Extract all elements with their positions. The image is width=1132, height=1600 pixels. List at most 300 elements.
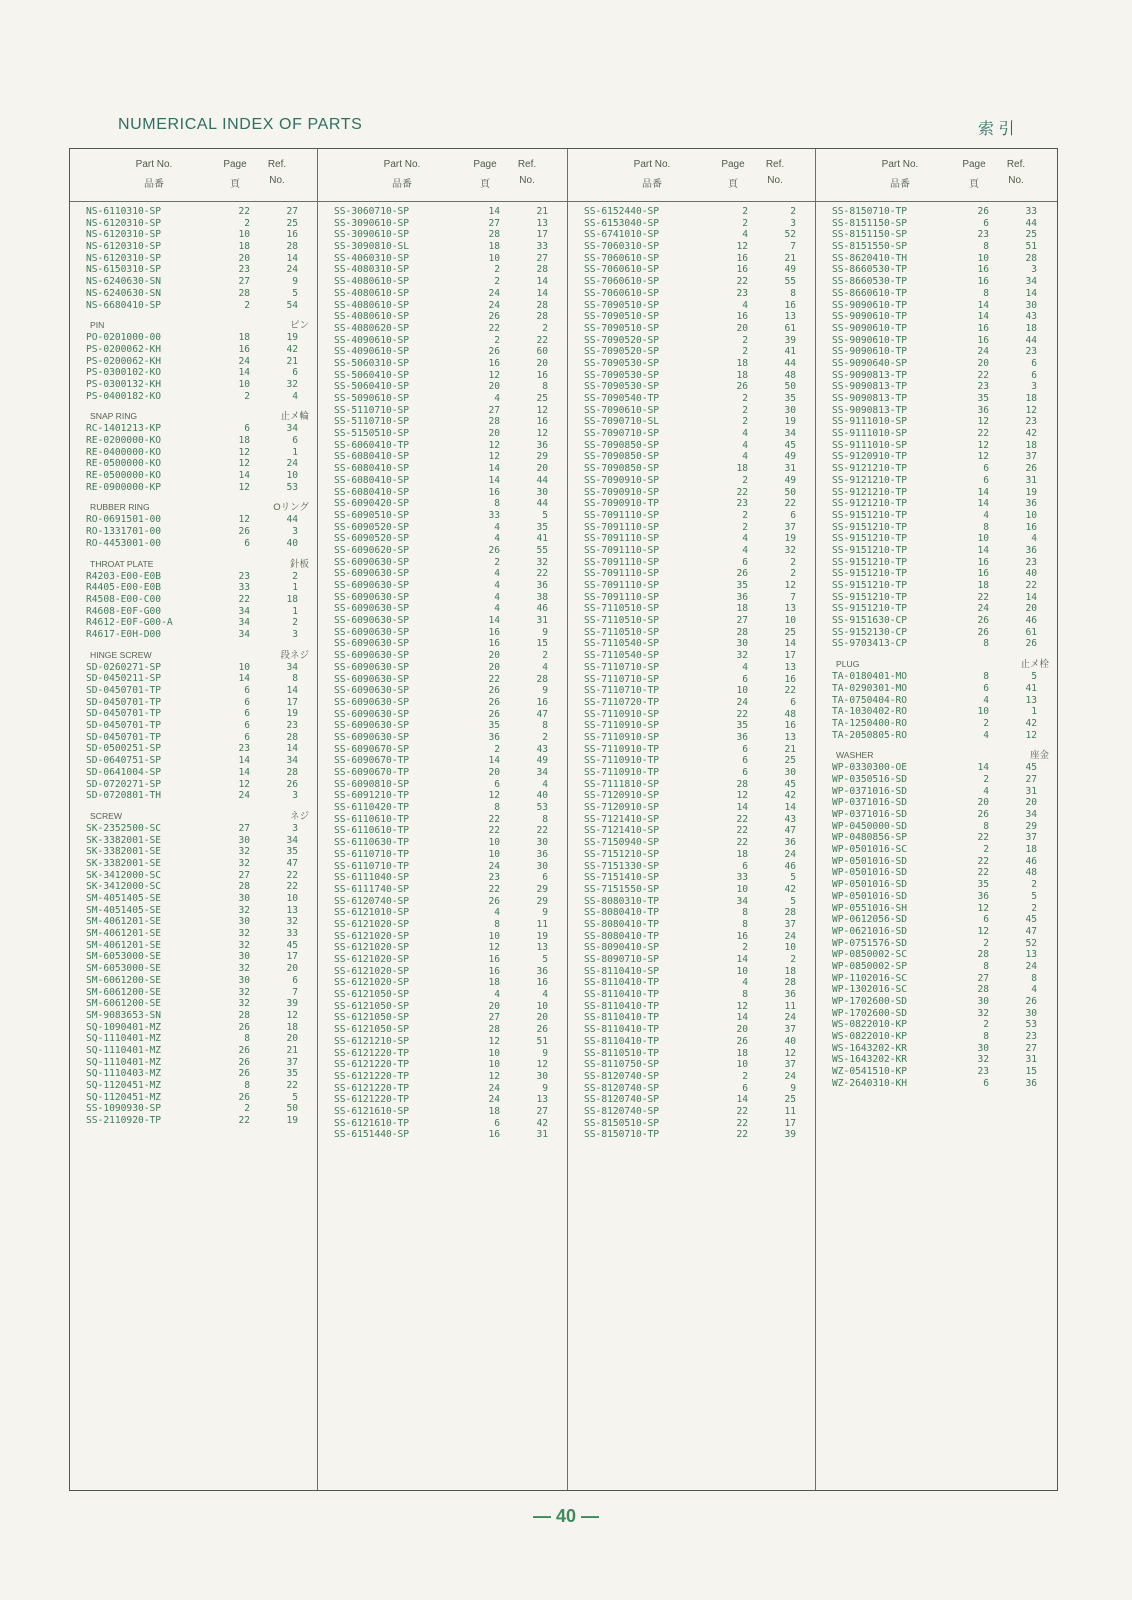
part-number: R4608-E0F-G00: [86, 605, 162, 617]
ref-number-cell: 36: [784, 989, 796, 1001]
page-number-cell: 26: [977, 206, 989, 217]
ref-number-cell: 2: [1031, 902, 1037, 914]
table-row: [568, 1071, 815, 1083]
ref-number-cell: 51: [1025, 241, 1037, 253]
part-number: WP-0371016-SD: [832, 797, 908, 809]
table-row: [318, 732, 567, 744]
table-row: [70, 1057, 317, 1069]
table-row: [70, 1092, 317, 1104]
table-row: [816, 381, 1057, 393]
part-number: SS-4080620-SP: [334, 322, 410, 334]
page-number-cell: 16: [977, 322, 989, 334]
part-number: SS-8080310-TP: [584, 895, 660, 907]
table-row: [70, 332, 317, 344]
table-row: [816, 533, 1057, 545]
page-number-cell: 8: [742, 918, 748, 930]
page-number-cell: 2: [742, 393, 748, 404]
ref-number-cell: 2: [542, 322, 548, 334]
ref-number-cell: 16: [784, 720, 796, 732]
page-number-cell: 14: [488, 755, 500, 767]
ref-number-cell: 3: [292, 822, 298, 834]
ref-number-cell: 14: [536, 287, 548, 299]
table-row: [816, 832, 1057, 844]
table-row: [816, 416, 1057, 428]
ref-number-cell: 34: [286, 661, 298, 673]
category-label: PLUG: [836, 659, 860, 670]
page-number-cell: 22: [238, 1115, 250, 1127]
table-row: [318, 837, 567, 849]
part-number: SM-4061201-SE: [86, 916, 162, 928]
ref-number-cell: 35: [286, 846, 298, 858]
ref-number-cell: 34: [784, 428, 796, 440]
page-number-cell: 6: [244, 731, 250, 743]
ref-number-cell: 19: [286, 1115, 298, 1127]
ref-number-cell: 2: [292, 617, 298, 629]
part-number: SS-6090630-SP: [334, 685, 410, 697]
page-number-cell: 8: [983, 241, 989, 253]
ref-number-cell: 61: [784, 322, 796, 334]
header-page-jp: 頁: [969, 179, 979, 190]
part-number: SS-7090910-SP: [584, 474, 660, 486]
page-number-cell: 30: [238, 974, 250, 986]
part-number: SS-8150710-TP: [584, 1129, 660, 1141]
part-number: SS-6090630-SP: [334, 661, 410, 673]
part-number: SS-3090610-SP: [334, 229, 410, 241]
page-number-cell: 22: [488, 322, 500, 334]
page-number-cell: 26: [736, 381, 748, 393]
ref-number-cell: 5: [790, 872, 796, 884]
ref-number-cell: 51: [536, 1035, 548, 1047]
ref-number-cell: 2: [790, 568, 796, 580]
part-number: SS-6121010-SP: [334, 907, 410, 919]
page-number-cell: 2: [494, 264, 500, 276]
page-number-cell: 34: [238, 617, 250, 629]
part-number: SS-7110540-SP: [584, 638, 660, 650]
ref-number-cell: 4: [542, 778, 548, 790]
page-number-cell: 12: [488, 1035, 500, 1047]
ref-number-cell: 44: [1025, 217, 1037, 229]
page-number-cell: 6: [983, 474, 989, 486]
page-number-cell: 6: [244, 696, 250, 708]
part-number: SS-8080410-TP: [584, 918, 660, 930]
table-row: [816, 311, 1057, 323]
page-number-cell: 2: [983, 844, 989, 856]
page-number-cell: 2: [244, 1103, 250, 1115]
page-number-cell: 14: [977, 486, 989, 498]
part-number: SK-3382001-SE: [86, 857, 162, 869]
table-row: [318, 779, 567, 791]
table-row: [70, 594, 317, 606]
part-number: SS-7091110-SP: [584, 568, 660, 580]
table-row: [816, 786, 1057, 798]
page-number-cell: 10: [488, 252, 500, 264]
part-number: RE-0900000-KP: [86, 481, 162, 493]
ref-number-cell: 23: [1025, 1031, 1037, 1043]
ref-number-cell: 1: [1031, 706, 1037, 718]
ref-number-cell: 26: [286, 778, 298, 790]
table-row: [816, 973, 1057, 985]
page-number-cell: 24: [977, 603, 989, 615]
ref-number-cell: 30: [536, 1070, 548, 1082]
table-row: [318, 440, 567, 452]
ref-number-cell: 52: [784, 229, 796, 241]
ref-number-cell: 13: [536, 1094, 548, 1106]
part-number: SM-4051405-SE: [86, 904, 162, 916]
category-heading: [70, 410, 317, 423]
part-number: SS-7090910-SP: [584, 486, 660, 498]
table-row: [70, 1033, 317, 1045]
part-number: SS-6080410-SP: [334, 451, 410, 463]
ref-number-cell: 9: [542, 1047, 548, 1059]
page-number-cell: 12: [488, 942, 500, 954]
part-number: SS-7110910-SP: [584, 731, 660, 743]
part-number: SS-4080610-SP: [334, 276, 410, 288]
page-number-cell: 16: [488, 954, 500, 965]
page-number-cell: 27: [488, 1012, 500, 1024]
ref-number-cell: 12: [784, 580, 796, 591]
page-number-cell: 6: [742, 673, 748, 685]
page-number-cell: 16: [488, 626, 500, 638]
ref-number-cell: 16: [784, 673, 796, 685]
ref-number-cell: 23: [1025, 556, 1037, 568]
page-number-cell: 20: [488, 381, 500, 393]
part-number: SD-0450701-TP: [86, 720, 162, 732]
ref-number-cell: 11: [536, 918, 548, 930]
table-row: [70, 470, 317, 482]
part-number: SS-6153040-SP: [584, 217, 660, 229]
category-heading: [70, 501, 317, 514]
ref-number-cell: 46: [784, 860, 796, 872]
part-number: SS-8110410-TP: [584, 1012, 660, 1024]
page-number-cell: 12: [736, 1000, 748, 1012]
table-row: [568, 849, 815, 861]
part-number: WP-0612056-SD: [832, 914, 908, 926]
part-number: WZ-2640310-KH: [832, 1077, 908, 1089]
ref-number-cell: 31: [1025, 1054, 1037, 1066]
part-number: SS-7110910-TP: [584, 767, 660, 778]
table-row: [816, 856, 1057, 868]
part-number: SD-0450701-TP: [86, 708, 162, 720]
page-number-cell: 12: [488, 369, 500, 381]
part-number: SS-8120740-SP: [584, 1082, 660, 1094]
ref-number-cell: 13: [536, 217, 548, 229]
table-row: [318, 931, 567, 943]
part-number: SS-7090850-SP: [584, 463, 660, 475]
ref-number-cell: 27: [1025, 773, 1037, 785]
ref-number-cell: 8: [542, 813, 548, 825]
category-label-jp: 段ネジ: [280, 649, 309, 661]
table-row: [568, 346, 815, 358]
ref-number-cell: 42: [286, 343, 298, 355]
table-row: [568, 662, 815, 674]
ref-number-cell: 13: [784, 731, 796, 743]
part-number: SD-0450701-TP: [86, 685, 162, 696]
part-number: SS-7060610-SP: [584, 264, 660, 276]
table-row: [318, 603, 567, 615]
part-number: SS-4060310-SP: [334, 252, 410, 264]
table-row: [70, 790, 317, 802]
table-row: [816, 891, 1057, 903]
ref-number-cell: 12: [784, 1047, 796, 1059]
ref-number-cell: 8: [542, 720, 548, 732]
page-number-cell: 33: [736, 872, 748, 884]
table-row: [318, 522, 567, 534]
table-row: [568, 919, 815, 931]
page-number-cell: 20: [238, 252, 250, 264]
table-row: [568, 977, 815, 989]
table-row: [318, 253, 567, 265]
part-number: SS-7110910-TP: [584, 743, 660, 755]
table-row: [70, 846, 317, 858]
part-number: SS-3090610-SP: [334, 217, 410, 229]
table-row: [816, 498, 1057, 510]
part-number: SS-6091210-TP: [334, 790, 410, 802]
table-row: [568, 545, 815, 557]
header-page: Page: [962, 159, 986, 170]
ref-number-cell: 5: [292, 1091, 298, 1103]
ref-number-cell: 19: [536, 930, 548, 942]
table-row: [318, 428, 567, 440]
ref-number-cell: 28: [784, 977, 796, 989]
page-title-jp: 索 引: [978, 121, 1015, 138]
page-number-cell: 10: [736, 965, 748, 977]
page-number-cell: 23: [488, 872, 500, 884]
ref-number-cell: 12: [1025, 404, 1037, 416]
part-number: SS-7090540-TP: [584, 393, 660, 404]
part-number: SS-9090813-TP: [832, 393, 908, 404]
table-row: [318, 229, 567, 241]
ref-number-cell: 35: [536, 521, 548, 533]
page-number-cell: 20: [736, 322, 748, 334]
part-number: SS-8110410-TP: [584, 1000, 660, 1012]
ref-number-cell: 16: [784, 299, 796, 311]
ref-number-cell: 18: [286, 1021, 298, 1033]
table-row: [568, 638, 815, 650]
page-number-cell: 12: [977, 925, 989, 937]
header-part-no-jp: 品番: [642, 179, 662, 190]
ref-number-cell: 21: [784, 743, 796, 755]
ref-number-cell: 28: [784, 907, 796, 919]
part-number: SS-6121050-SP: [334, 989, 410, 1001]
ref-number-cell: 10: [784, 942, 796, 954]
page-number-cell: 23: [977, 381, 989, 393]
ref-number-cell: 60: [536, 346, 548, 358]
part-number: WP-0450000-SD: [832, 820, 908, 832]
page-number-cell: 12: [238, 514, 250, 526]
page-number-cell: 4: [742, 299, 748, 311]
part-number: SS-7090530-SP: [584, 357, 660, 369]
table-row: [568, 603, 815, 615]
table-row: [318, 755, 567, 767]
table-row: [816, 264, 1057, 276]
ref-number-cell: 30: [784, 404, 796, 416]
ref-number-cell: 18: [1025, 439, 1037, 451]
table-row: [70, 975, 317, 987]
page-number-cell: 35: [488, 720, 500, 732]
page-number-cell: 20: [977, 357, 989, 369]
page-number-cell: 34: [238, 628, 250, 640]
ref-number-cell: 36: [1025, 498, 1037, 510]
page-number-cell: 27: [977, 972, 989, 984]
page-number-cell: 26: [488, 346, 500, 358]
ref-number-cell: 29: [536, 883, 548, 895]
ref-number-cell: 13: [1025, 949, 1037, 961]
ref-number-cell: 48: [784, 369, 796, 381]
ref-number-cell: 13: [784, 661, 796, 673]
table-row: [70, 241, 317, 253]
page-number-cell: 4: [494, 591, 500, 603]
part-number: RO-0691501-00: [86, 514, 162, 526]
part-number: SK-3382001-SE: [86, 834, 162, 846]
part-number: SQ-1110403-MZ: [86, 1068, 162, 1080]
ref-number-cell: 22: [784, 498, 796, 510]
page-number-cell: 2: [742, 1070, 748, 1082]
ref-number-cell: 22: [286, 881, 298, 893]
table-row: [816, 671, 1057, 683]
page-number-cell: 26: [488, 696, 500, 708]
part-number: SS-9111010-SP: [832, 439, 908, 451]
page-number-cell: 10: [488, 848, 500, 860]
page-number-cell: 28: [488, 416, 500, 428]
page-number-cell: 20: [736, 1024, 748, 1036]
page-number-cell: 6: [244, 720, 250, 732]
part-number: SS-7090850-SP: [584, 451, 660, 463]
part-number: NS-6680410-SP: [86, 299, 162, 311]
page-number-cell: 4: [494, 603, 500, 615]
part-number: RO-1331701-00: [86, 526, 162, 538]
part-number: SS-5110710-SP: [334, 404, 410, 416]
table-row: [318, 1059, 567, 1071]
ref-number-cell: 4: [542, 661, 548, 673]
table-row: [816, 706, 1057, 718]
table-row: [816, 867, 1057, 879]
ref-number-cell: 2: [790, 954, 796, 965]
table-row: [70, 916, 317, 928]
page-number-cell: 18: [736, 463, 748, 475]
table-row: [568, 393, 815, 405]
ref-number-cell: 14: [286, 685, 298, 696]
column-header: [318, 149, 567, 202]
page-number-cell: 2: [742, 416, 748, 428]
table-row: [318, 568, 567, 580]
part-number: SS-7110710-SP: [584, 673, 660, 685]
page-number-cell: 10: [238, 661, 250, 673]
page-number-cell: 4: [742, 977, 748, 989]
page-number-cell: 6: [742, 556, 748, 568]
page-number-cell: 22: [977, 369, 989, 381]
part-number: SS-7091110-SP: [584, 580, 660, 591]
table-row: [70, 755, 317, 767]
ref-number-cell: 27: [536, 252, 548, 264]
ref-number-cell: 46: [536, 603, 548, 615]
ref-number-cell: 16: [536, 369, 548, 381]
page-number-cell: 8: [983, 1031, 989, 1043]
header-part-no: Part No.: [135, 159, 173, 170]
page-number-cell: 18: [488, 977, 500, 989]
table-row: [568, 463, 815, 475]
page-number-cell: 16: [488, 357, 500, 369]
part-number: SS-6090630-SP: [334, 696, 410, 708]
part-number: NS-6120310-SP: [86, 252, 162, 264]
page-number-cell: 6: [983, 463, 989, 475]
ref-number-cell: 16: [286, 229, 298, 241]
part-number: SS-7110510-SP: [584, 603, 660, 615]
ref-number-cell: 29: [536, 895, 548, 907]
part-number: WP-1302016-SC: [832, 984, 908, 996]
table-row: [816, 683, 1057, 695]
table-row: [816, 288, 1057, 300]
table-row: [568, 218, 815, 230]
table-row: [568, 580, 815, 592]
part-number: SS-6121210-SP: [334, 1035, 410, 1047]
page-number-cell: 14: [736, 1094, 748, 1106]
table-row: [318, 405, 567, 417]
table-row: [568, 1012, 815, 1024]
part-number: SS-7110510-SP: [584, 626, 660, 638]
table-row: [568, 206, 815, 218]
ref-number-cell: 3: [790, 217, 796, 229]
ref-number-cell: 25: [784, 1094, 796, 1106]
part-number: NS-6120310-SP: [86, 229, 162, 241]
part-number: SS-6110420-TP: [334, 802, 410, 814]
table-row: [70, 720, 317, 732]
page-number-cell: 4: [983, 785, 989, 797]
ref-number-cell: 14: [536, 276, 548, 288]
page-number-cell: 2: [983, 1019, 989, 1031]
part-number: SS-6090630-SP: [334, 615, 410, 627]
part-number: SS-9121210-TP: [832, 474, 908, 486]
ref-number-cell: 34: [1025, 276, 1037, 288]
page-number-cell: 32: [238, 939, 250, 951]
part-number: SS-8660610-TP: [832, 287, 908, 299]
page-number-cell: 4: [494, 580, 500, 591]
part-number: PS-0300132-KH: [86, 378, 162, 390]
ref-number-cell: 33: [286, 928, 298, 940]
page-number-cell: 35: [977, 879, 989, 891]
part-number: SS-7090520-SP: [584, 346, 660, 358]
part-number: WP-1702600-SD: [832, 996, 908, 1007]
page-title: NUMERICAL INDEX OF PARTS: [118, 116, 363, 133]
ref-number-cell: 39: [784, 334, 796, 346]
ref-number-cell: 37: [784, 1059, 796, 1071]
ref-number-cell: 12: [1025, 729, 1037, 741]
table-row: [318, 1118, 567, 1130]
table-row: [70, 905, 317, 917]
page-number-cell: 10: [238, 229, 250, 241]
ref-number-cell: 19: [286, 332, 298, 344]
table-row: [70, 1045, 317, 1057]
ref-number-cell: 28: [1025, 252, 1037, 264]
part-number: SM-6061200-SE: [86, 986, 162, 998]
ref-number-cell: 53: [536, 802, 548, 814]
table-row: [318, 358, 567, 370]
part-number: SS-6090420-SP: [334, 498, 410, 510]
part-number: SS-6090670-TP: [334, 767, 410, 778]
ref-number-cell: 21: [536, 206, 548, 217]
ref-number-cell: 4: [1031, 984, 1037, 996]
part-number: SS-5090610-SP: [334, 393, 410, 404]
table-row: [70, 779, 317, 791]
part-number: SS-6152440-SP: [584, 206, 660, 217]
part-number: SS-4090610-SP: [334, 346, 410, 358]
page-number-cell: 2: [742, 521, 748, 533]
part-number: SS-9120910-TP: [832, 451, 908, 463]
table-row: [70, 435, 317, 447]
ref-number-cell: 25: [286, 217, 298, 229]
part-number: SS-6121220-TP: [334, 1059, 410, 1071]
table-row: [70, 458, 317, 470]
table-row: [816, 949, 1057, 961]
